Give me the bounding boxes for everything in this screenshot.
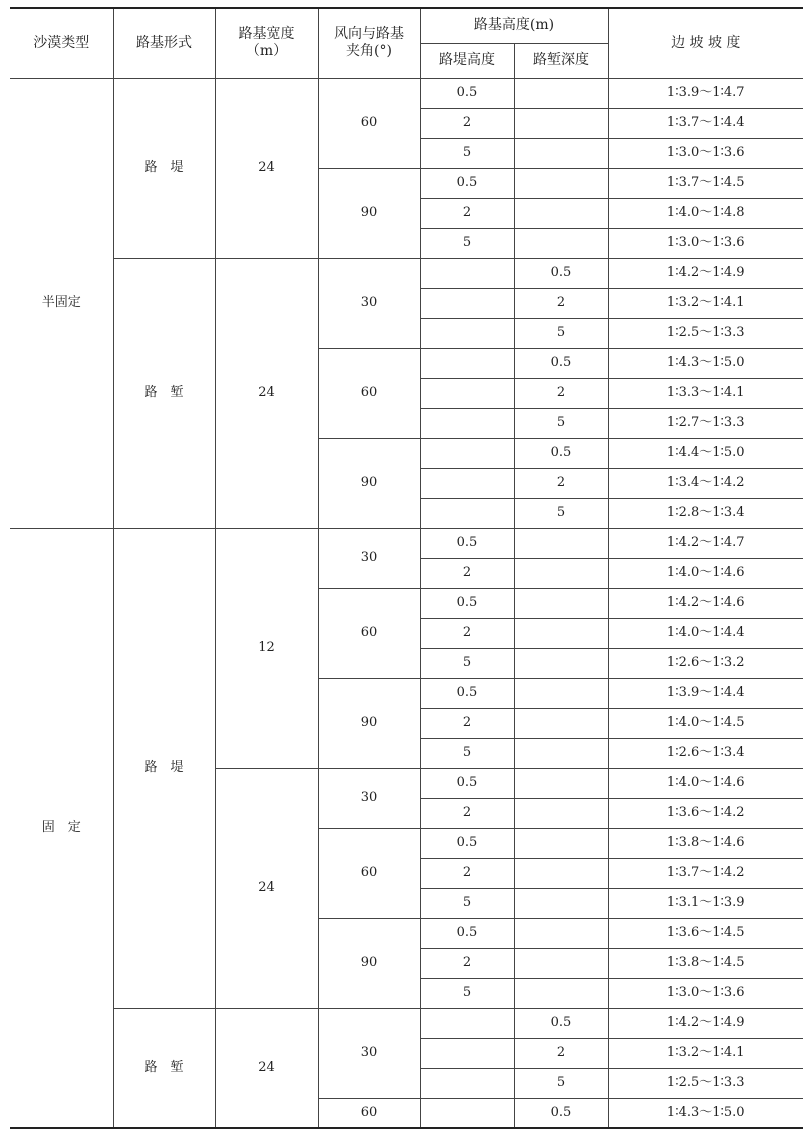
cutting-depth-cell xyxy=(514,768,608,798)
wind-angle-cell: 60 xyxy=(318,1098,420,1128)
embankment-height-cell: 2 xyxy=(420,198,514,228)
slope-cell: 1∶4.3～1∶5.0 xyxy=(608,348,803,378)
embankment-height-cell: 0.5 xyxy=(420,768,514,798)
cutting-depth-cell: 5 xyxy=(514,498,608,528)
slope-cell: 1∶3.6～1∶4.2 xyxy=(608,798,803,828)
table-row xyxy=(10,78,803,108)
slope-cell: 1∶3.2～1∶4.1 xyxy=(608,1038,803,1068)
slope-cell: 1∶4.3～1∶5.0 xyxy=(608,1098,803,1128)
wind-angle-cell: 90 xyxy=(318,438,420,528)
slope-cell: 1∶2.6～1∶3.4 xyxy=(608,738,803,768)
embankment-height-cell: 5 xyxy=(420,888,514,918)
wind-angle-cell: 60 xyxy=(318,78,420,168)
slope-cell: 1∶3.0～1∶3.6 xyxy=(608,228,803,258)
header-embankment-height: 路堤高度 xyxy=(420,43,514,78)
header-wind-angle-line1: 风向与路基 xyxy=(334,25,404,42)
cutting-depth-cell xyxy=(514,888,608,918)
embankment-height-cell: 5 xyxy=(420,978,514,1008)
slope-cell: 1∶3.4～1∶4.2 xyxy=(608,468,803,498)
table-header xyxy=(10,8,803,78)
cutting-depth-cell xyxy=(514,558,608,588)
cutting-depth-cell xyxy=(514,738,608,768)
slope-cell: 1∶3.3～1∶4.1 xyxy=(608,378,803,408)
slope-cell: 1∶4.2～1∶4.9 xyxy=(608,1008,803,1038)
table-row xyxy=(10,258,803,288)
header-wind-angle-line2: 夹角(°) xyxy=(346,43,392,60)
embankment-height-cell xyxy=(420,348,514,378)
slope-cell: 1∶3.0～1∶3.6 xyxy=(608,138,803,168)
cutting-depth-cell: 2 xyxy=(514,288,608,318)
table-row xyxy=(10,1008,803,1038)
header-subgrade-width-unit: （m） xyxy=(245,43,288,60)
slope-cell: 1∶3.8～1∶4.6 xyxy=(608,828,803,858)
cutting-depth-cell xyxy=(514,648,608,678)
header-wind-angle xyxy=(318,8,420,78)
cutting-depth-cell xyxy=(514,948,608,978)
cutting-depth-cell xyxy=(514,618,608,648)
embankment-height-cell: 2 xyxy=(420,618,514,648)
header-cutting-depth: 路堑深度 xyxy=(514,43,608,78)
cutting-depth-cell xyxy=(514,138,608,168)
cutting-depth-cell: 0.5 xyxy=(514,1098,608,1128)
slope-cell: 1∶4.2～1∶4.7 xyxy=(608,528,803,558)
table-body xyxy=(10,78,803,1128)
subgrade-form-cell: 路 堤 xyxy=(113,528,215,1008)
wind-angle-cell: 30 xyxy=(318,768,420,828)
header-subgrade-form: 路基形式 xyxy=(113,8,215,78)
embankment-height-cell: 2 xyxy=(420,708,514,738)
subgrade-width-cell: 24 xyxy=(215,768,318,1008)
slope-cell: 1∶2.8～1∶3.4 xyxy=(608,498,803,528)
embankment-height-cell: 5 xyxy=(420,138,514,168)
wind-angle-cell: 60 xyxy=(318,828,420,918)
wind-angle-cell: 30 xyxy=(318,1008,420,1098)
wind-angle-cell: 90 xyxy=(318,168,420,258)
subgrade-form-cell: 路 堑 xyxy=(113,1008,215,1128)
subgrade-width-cell: 24 xyxy=(215,78,318,258)
header-row-1 xyxy=(10,8,803,43)
cutting-depth-cell xyxy=(514,528,608,558)
cutting-depth-cell xyxy=(514,588,608,618)
cutting-depth-cell xyxy=(514,78,608,108)
embankment-height-cell xyxy=(420,438,514,468)
slope-cell: 1∶3.8～1∶4.5 xyxy=(608,948,803,978)
embankment-height-cell: 0.5 xyxy=(420,828,514,858)
embankment-height-cell: 5 xyxy=(420,228,514,258)
slope-cell: 1∶2.5～1∶3.3 xyxy=(608,1068,803,1098)
wind-angle-cell: 30 xyxy=(318,528,420,588)
wind-angle-cell: 60 xyxy=(318,348,420,438)
slope-cell: 1∶4.0～1∶4.4 xyxy=(608,618,803,648)
slope-cell: 1∶2.7～1∶3.3 xyxy=(608,408,803,438)
cutting-depth-cell xyxy=(514,798,608,828)
cutting-depth-cell xyxy=(514,108,608,138)
embankment-height-cell: 2 xyxy=(420,858,514,888)
slope-cell: 1∶3.0～1∶3.6 xyxy=(608,978,803,1008)
embankment-height-cell xyxy=(420,378,514,408)
embankment-height-cell xyxy=(420,288,514,318)
cutting-depth-cell: 0.5 xyxy=(514,348,608,378)
embankment-height-cell xyxy=(420,468,514,498)
wind-angle-cell: 60 xyxy=(318,588,420,678)
embankment-height-cell: 2 xyxy=(420,558,514,588)
embankment-height-cell: 2 xyxy=(420,798,514,828)
header-subgrade-width xyxy=(215,8,318,78)
embankment-height-cell: 0.5 xyxy=(420,168,514,198)
embankment-height-cell: 0.5 xyxy=(420,918,514,948)
header-subgrade-width-label: 路基宽度 xyxy=(238,25,295,42)
embankment-height-cell: 0.5 xyxy=(420,528,514,558)
slope-cell: 1∶4.2～1∶4.9 xyxy=(608,258,803,288)
cutting-depth-cell xyxy=(514,678,608,708)
subgrade-form-cell: 路 堤 xyxy=(113,78,215,258)
slope-cell: 1∶3.9～1∶4.4 xyxy=(608,678,803,708)
wind-angle-cell: 90 xyxy=(318,918,420,1008)
sand-type-cell: 固 定 xyxy=(10,528,113,1128)
header-sand-type: 沙漠类型 xyxy=(10,8,113,78)
header-slope: 边 坡 坡 度 xyxy=(608,8,803,78)
slope-cell: 1∶3.7～1∶4.4 xyxy=(608,108,803,138)
embankment-height-cell xyxy=(420,258,514,288)
slope-cell: 1∶4.4～1∶5.0 xyxy=(608,438,803,468)
embankment-height-cell xyxy=(420,1098,514,1128)
slope-cell: 1∶3.2～1∶4.1 xyxy=(608,288,803,318)
slope-table-container xyxy=(10,7,803,1129)
table-row xyxy=(10,528,803,558)
embankment-height-cell xyxy=(420,1038,514,1068)
cutting-depth-cell xyxy=(514,228,608,258)
subgrade-width-cell: 24 xyxy=(215,1008,318,1128)
slope-cell: 1∶4.2～1∶4.6 xyxy=(608,588,803,618)
embankment-height-cell xyxy=(420,318,514,348)
embankment-height-cell xyxy=(420,1008,514,1038)
slope-cell: 1∶2.6～1∶3.2 xyxy=(608,648,803,678)
cutting-depth-cell xyxy=(514,978,608,1008)
slope-cell: 1∶3.1～1∶3.9 xyxy=(608,888,803,918)
header-subgrade-height: 路基高度(m) xyxy=(420,8,608,43)
embankment-height-cell: 0.5 xyxy=(420,588,514,618)
cutting-depth-cell xyxy=(514,918,608,948)
slope-cell: 1∶3.7～1∶4.5 xyxy=(608,168,803,198)
cutting-depth-cell: 0.5 xyxy=(514,438,608,468)
cutting-depth-cell xyxy=(514,858,608,888)
cutting-depth-cell xyxy=(514,708,608,738)
slope-cell: 1∶4.0～1∶4.6 xyxy=(608,768,803,798)
wind-angle-cell: 30 xyxy=(318,258,420,348)
slope-cell: 1∶3.9～1∶4.7 xyxy=(608,78,803,108)
embankment-height-cell: 2 xyxy=(420,948,514,978)
slope-cell: 1∶4.0～1∶4.6 xyxy=(608,558,803,588)
cutting-depth-cell xyxy=(514,168,608,198)
wind-angle-cell: 90 xyxy=(318,678,420,768)
cutting-depth-cell xyxy=(514,828,608,858)
embankment-height-cell xyxy=(420,408,514,438)
slope-cell: 1∶4.0～1∶4.5 xyxy=(608,708,803,738)
embankment-height-cell: 0.5 xyxy=(420,678,514,708)
slope-table xyxy=(10,7,803,1129)
cutting-depth-cell: 5 xyxy=(514,318,608,348)
slope-cell: 1∶3.7～1∶4.2 xyxy=(608,858,803,888)
cutting-depth-cell: 2 xyxy=(514,1038,608,1068)
slope-cell: 1∶3.6～1∶4.5 xyxy=(608,918,803,948)
embankment-height-cell: 2 xyxy=(420,108,514,138)
cutting-depth-cell: 5 xyxy=(514,408,608,438)
cutting-depth-cell: 2 xyxy=(514,468,608,498)
subgrade-width-cell: 24 xyxy=(215,258,318,528)
subgrade-form-cell: 路 堑 xyxy=(113,258,215,528)
embankment-height-cell: 5 xyxy=(420,648,514,678)
embankment-height-cell: 5 xyxy=(420,738,514,768)
cutting-depth-cell xyxy=(514,198,608,228)
cutting-depth-cell: 5 xyxy=(514,1068,608,1098)
cutting-depth-cell: 0.5 xyxy=(514,1008,608,1038)
slope-cell: 1∶2.5～1∶3.3 xyxy=(608,318,803,348)
embankment-height-cell: 0.5 xyxy=(420,78,514,108)
sand-type-cell: 半固定 xyxy=(10,78,113,528)
cutting-depth-cell: 2 xyxy=(514,378,608,408)
cutting-depth-cell: 0.5 xyxy=(514,258,608,288)
embankment-height-cell xyxy=(420,1068,514,1098)
subgrade-width-cell: 12 xyxy=(215,528,318,768)
slope-cell: 1∶4.0～1∶4.8 xyxy=(608,198,803,228)
embankment-height-cell xyxy=(420,498,514,528)
